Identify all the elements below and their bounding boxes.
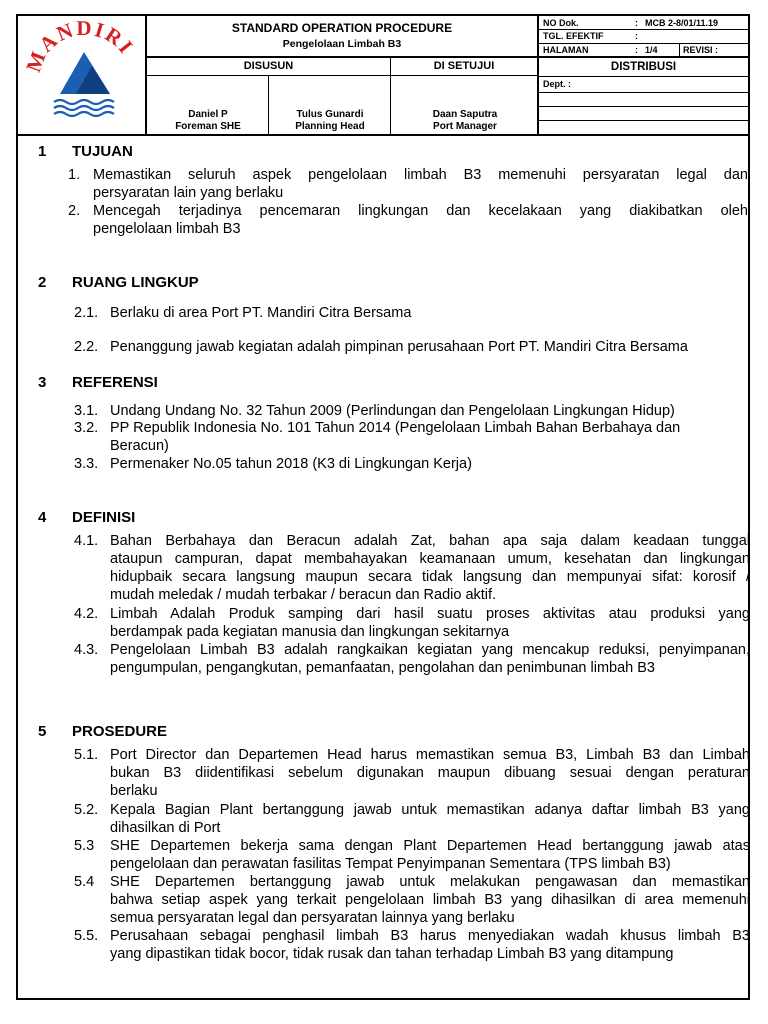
colon-2: : xyxy=(635,31,638,41)
section-3-number: 3 xyxy=(38,374,47,391)
dept-label: Dept. : xyxy=(543,79,571,89)
section-5-title: PROSEDURE xyxy=(72,723,168,740)
doc-title: STANDARD OPERATION PROCEDURE xyxy=(231,21,453,35)
section-2-title: RUANG LINGKUP xyxy=(72,274,199,291)
tgl-efektif-label: TGL. EFEKTIF xyxy=(543,31,604,41)
document-page: MANDIRI STANDARD OPERATION PROCEDURE Pengelolaan Limbah B3 NO Dok. : MCB 2-8/01/11.19 TGL. EFEKTIF : HALAMAN : 1/4 REVISI : DISUSUN DI SETUJUI Daniel P Foreman SHE Tulus Gunardi Planning Head Daan Saputra Port Manager DISTRIBUSI Dept. : 1 TUJUAN 1. Memastikan seluruh aspek pengelolaan limbah B3 memenuhi persyaratan legal dan persyaratan lain yang berlaku 2. Mencegah terjadinya pencemaran lingkungan dan kecelakaan yang diakibatkan oleh pengelolaan limbah B3 2 RUANG LINGKUP 2.1. Berlaku di area Port PT. Mandiri Citra Bersama 2.2. Penanggung jawab kegiatan adalah pimpinan perusahaan Port PT. Mandiri Citra Bersama 3 REFERENSI 3.1. Undang Undang No. 32 Tahun 2009 (Perlindungan dan Pengelolaan Lingkungan Hidup) 3.2. PP Republik Indonesia No. 101 Tahun 2014 (Pengelolaan Limbah Bahan Berbahaya dan Beracun) 3.3. Permenaker No.05 tahun 2018 (K3 di Lingkungan Kerja) 4 DEFINISI 4.1. Bahan Berbahaya dan Beracun adalah Zat, bahan apa saja dalam keadaan tunggal ataupun campuran, dapat membahayakan keamanaan umum, kesehatan dan lingkungan hidupbaik secara langsung maupun secara tidak langsung dan mempunyai sifat: korosif / mudah meledak / mudah terbakar / beracun dan Radio aktif. 4.2. Limbah Adalah Produk samping dari hasil suatu proses aktivitas atau produksi yang berdampak pada kegiatan manusia dan lingkungan sekitarnya 4.3. Pengelolaan Limbah B3 adalah rangkaikan kegiatan yang mencakup reduksi, penyimpanan, pengumpulan, pengangkutan, pemanfaatan, pengolahan dan penimbunan limbah B3 5 PROSEDURE 5.1. Port Director dan Departemen Head harus memastikan semua B3, Limbah B3 dan Limbah bukan B3 diidentifikasi sebelum digunakan maupun dibuang sesuai dengan peraturan berlaku 5.2. Kepala Bagian Plant bertanggung jawab untuk memastikan adanya daftar limbah B3 yang dihasilkan di Port 5.3 SHE Departemen bekerja sama dengan Plant Departemen Head bertanggung jawab atas pengelolaan dan perawatan fasilitas Tempat Penyimpanan Sementara (TPS limbah B3) 5.4 SHE Departemen bertanggung jawab untuk melakukan pengawasan dan memastikan bahwa setiap aspek yang terkait pengelolaan limbah B3 yang dihasilkan di area memenuhi semua persyaratan legal dan persyaratan lainnya yang berlaku 5.5. Perusahaan sebagai penghasil limbah B3 harus menyediakan wadah khusus limbah B3 yang dipastikan tidak bocor, tidak rusak dan tahan terhadap Limbah B3 yang ditampung xyxy=(16,14,750,1000)
mandiri-logo-icon xyxy=(18,16,147,136)
disusun-header xyxy=(147,58,391,76)
signer-3 xyxy=(391,76,539,136)
halaman-value: 1/4 xyxy=(645,45,658,55)
colon-3: : xyxy=(635,45,638,55)
signer-name: Tulus Gunardi xyxy=(296,109,364,120)
section-2-number: 2 xyxy=(38,274,47,291)
doc-subtitle: Pengelolaan Limbah B3 xyxy=(282,38,402,50)
colon-1: : xyxy=(635,18,638,28)
signer-name: Daan Saputra xyxy=(432,109,498,120)
logo-text: MANDIRI xyxy=(21,16,139,76)
signer-2 xyxy=(269,76,391,136)
halaman-label: HALAMAN xyxy=(543,45,589,55)
revisi-label: REVISI : xyxy=(683,45,719,55)
signer-role: Planning Head xyxy=(295,121,365,132)
section-4-number: 4 xyxy=(38,509,47,526)
section-5-number: 5 xyxy=(38,723,47,740)
signer-role: Foreman SHE xyxy=(175,121,241,132)
disetujui-header xyxy=(391,58,539,76)
section-1-title: TUJUAN xyxy=(72,143,133,160)
section-1-number: 1 xyxy=(38,143,47,160)
signer-1 xyxy=(147,76,269,136)
distribusi-label: DISTRIBUSI xyxy=(539,58,748,77)
signer-name: Daniel P xyxy=(188,109,228,120)
disusun-label: DISUSUN xyxy=(243,60,294,72)
distribusi-block xyxy=(539,58,748,136)
no-dok-value: MCB 2-8/01/11.19 xyxy=(645,18,719,28)
signer-role: Port Manager xyxy=(433,121,497,132)
document-header xyxy=(18,16,748,136)
company-logo xyxy=(18,16,147,136)
section-3-title: REFERENSI xyxy=(72,374,158,391)
doc-info-block xyxy=(539,16,748,58)
disetujui-label: DI SETUJUI xyxy=(433,60,495,72)
title-block xyxy=(147,16,539,58)
no-dok-label: NO Dok. xyxy=(543,18,579,28)
section-4-title: DEFINISI xyxy=(72,509,136,526)
